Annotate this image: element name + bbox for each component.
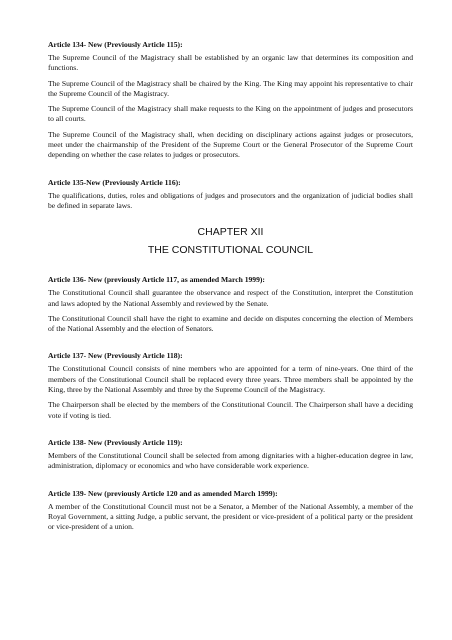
article-136 [48,275,413,334]
article-134 [48,40,413,161]
article-paragraph: The Constitutional Council consists of nine members who are appointed for a term of nine-years. One third of the members of the Constitutional Council shall be replaced every three years. Three members shall be appointed by the King, three by the National Assembly and three by the Supreme Council of the Magistracy. [48,364,413,395]
section-gap [48,426,413,438]
article-paragraph: The Chairperson shall be elected by the members of the Constitutional Council. The Chairperson shall have a deciding vote if voting is tied. [48,400,413,420]
article-paragraph: The qualifications, duties, roles and obligations of judges and prosecutors and the organization of judicial bodies shall be defined in separate laws. [48,190,413,210]
chapter-title: THE CONSTITUTIONAL COUNCIL [147,244,314,257]
article-heading: Article 134- New (Previously Article 115): [48,40,183,49]
article-heading: Article 139- New (previously Article 120 and as amended March 1999): [48,488,278,498]
document-page [48,40,413,537]
section-gap [48,339,413,351]
article-paragraph: The Supreme Council of the Magistracy shall, when deciding on disciplinary actions against judges or prosecutors, meet under the chairmanship of the President of the Supreme Court or the General Prosecutor of the Supreme Court depending on whether the case relates to judges or prosecutors. [48,129,413,160]
article-137 [48,351,413,420]
article-heading: Article 136- New (previously Article 117, as amended March 1999): [48,275,265,285]
chapter-number: CHAPTER XII [197,226,264,239]
article-paragraph: The Constitutional Council shall guarantee the observance and respect of the Constitution, interpret the Constitution and laws adopted by the National Assembly and reviewed by the Senate. [48,288,413,308]
article-heading: Article 137- New (Previously Article 118): [48,351,183,361]
section-gap [48,166,413,178]
section-gap [48,477,413,489]
article-paragraph: The Supreme Council of the Magistracy shall make requests to the King on the appointment of judges and prosecutors to all courts. [48,104,413,124]
article-139 [48,489,413,533]
article-138 [48,438,413,472]
article-heading: Article 138- New (Previously Article 119): [48,437,183,447]
article-135 [48,178,413,212]
article-paragraph: A member of the Constitutional Council must not be a Senator, a Member of the National Assembly, a member of the Royal Government, a sitting Judge, a public servant, the president or vice-president of a political party or the president or vice-president of a union. [48,501,413,532]
article-paragraph: The Supreme Council of the Magistracy shall be established by an organic law that determines its composition and functions. [48,53,413,73]
article-paragraph: The Supreme Council of the Magistracy shall be chaired by the King. The King may appoint his representative to chair the Supreme Council of the Magistracy. [48,78,413,98]
article-paragraph: The Constitutional Council shall have the right to examine and decide on disputes concerning the election of Members of the National Assembly and the election of Senators. [48,313,413,334]
chapter-heading [48,225,413,257]
article-heading: Article 135-New (Previously Article 116): [48,177,181,187]
article-paragraph: Members of the Constitutional Council shall be selected from among dignitaries with a higher-education degree in law, administration, diplomacy or economics and who have considerable work experience. [48,450,413,471]
